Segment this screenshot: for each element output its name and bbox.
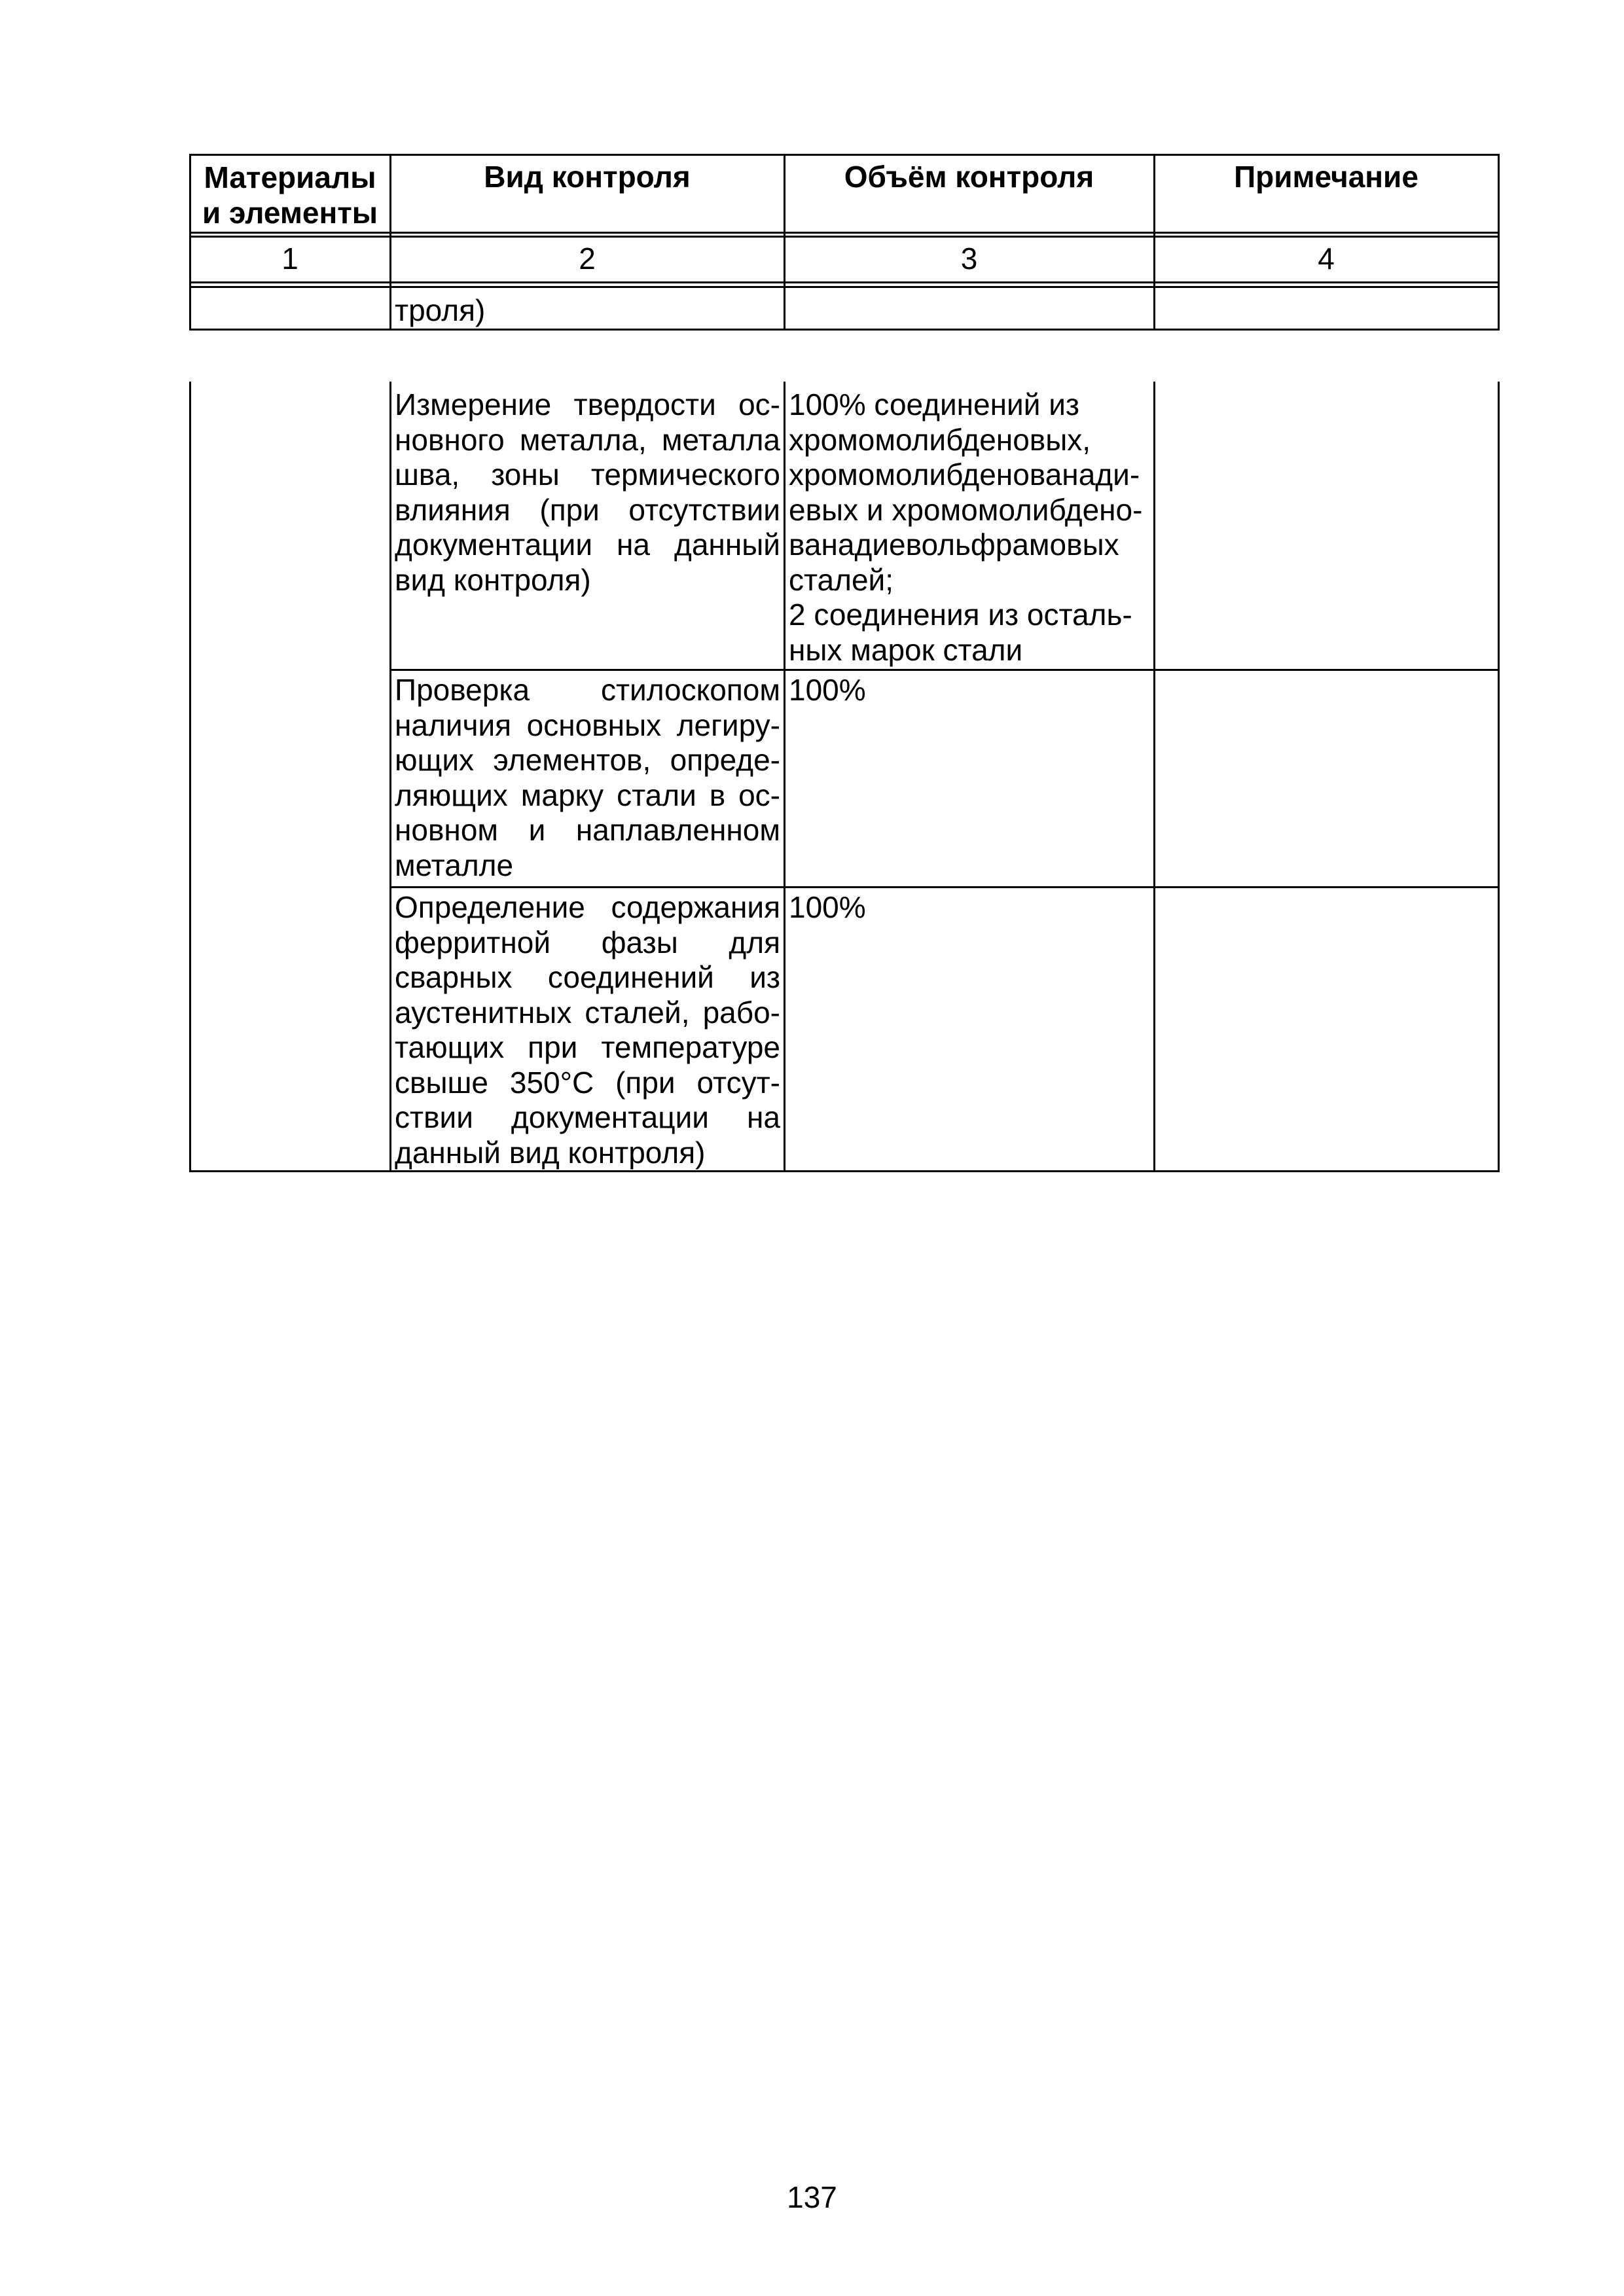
text-line: 100% (789, 673, 866, 707)
number-row-separator (189, 281, 1500, 283)
text-line: ных марок стали (789, 632, 1023, 667)
text-line: 100% соединений из (789, 387, 1079, 422)
column-divider (389, 154, 391, 331)
control-type-cell (390, 387, 784, 670)
text-line: Измерение твердости ос- (395, 387, 780, 422)
column-divider (784, 154, 785, 331)
number-row-separator (189, 286, 1500, 288)
column-divider (1498, 154, 1500, 331)
header-control-type: Вид контроля (484, 160, 691, 194)
header-control-scope: Объём контроля (844, 160, 1094, 194)
column-divider (1153, 382, 1155, 1172)
control-scope-cell (784, 387, 1154, 670)
text-line: ствии документации на (395, 1100, 780, 1134)
text-line: аустенитных сталей, рабо- (395, 995, 780, 1030)
column-number-3: 3 (960, 242, 978, 276)
table-border-bottom (189, 1170, 1500, 1172)
text-line: документации на данный (395, 528, 780, 562)
text-line: Определение содержания (395, 890, 780, 924)
continuation-cell: троля) (395, 293, 486, 327)
text-line: новного металла, металла (395, 422, 780, 457)
column-number-2: 2 (579, 242, 596, 276)
control-scope-cell (784, 890, 1154, 1173)
header-separator (189, 236, 1500, 238)
text-line: сварных соединений из (395, 960, 780, 994)
table-border-top (189, 154, 1500, 156)
text-line: ферритной фазы для (395, 925, 780, 960)
text-line: Проверка стилоскопом (395, 673, 780, 707)
text-line: сталей; (789, 562, 894, 597)
text-line: евых и хромомолибдено- (789, 492, 1143, 527)
text-line: ляющих марку стали в ос- (395, 778, 780, 812)
control-type-cell (390, 890, 784, 1173)
header-materials: Материалы и элементы (202, 160, 378, 230)
column-divider (389, 382, 391, 1172)
row-separator (389, 669, 1500, 671)
row-separator (389, 886, 1500, 888)
text-line: шва, зоны термического (395, 457, 780, 492)
column-divider (784, 382, 785, 1172)
table-border-bottom (189, 329, 1500, 331)
text-line: ванадиевольфрамовых (789, 528, 1119, 562)
text-line: хромомолибденовых, (789, 422, 1091, 457)
column-number-4: 4 (1318, 242, 1335, 276)
text-line: тающих при температуре (395, 1030, 780, 1064)
text-line: новном и наплавленном (395, 813, 780, 847)
column-number-1: 1 (281, 242, 298, 276)
control-scope-cell (784, 673, 1154, 886)
column-divider (189, 382, 191, 1172)
column-divider (1153, 154, 1155, 331)
header-separator (189, 232, 1500, 234)
text-line: вид контроля) (395, 562, 591, 597)
text-line: свыше 350°С (при отсут- (395, 1065, 780, 1100)
text-line: наличия основных легиру- (395, 708, 780, 742)
column-divider (189, 154, 191, 331)
text-line: металле (395, 848, 514, 882)
text-line: данный вид контроля) (395, 1135, 706, 1170)
text-line: ющих элементов, опреде- (395, 743, 780, 777)
text-line: хромомолибденованади- (789, 457, 1140, 492)
text-line: 2 соединения из осталь- (789, 598, 1132, 632)
column-divider (1498, 382, 1500, 1172)
page-number: 137 (787, 2180, 837, 2214)
header-note: Примечание (1234, 160, 1418, 194)
control-type-cell (390, 673, 784, 886)
text-line: 100% (789, 890, 866, 924)
text-line: влияния (при отсутствии (395, 492, 780, 527)
